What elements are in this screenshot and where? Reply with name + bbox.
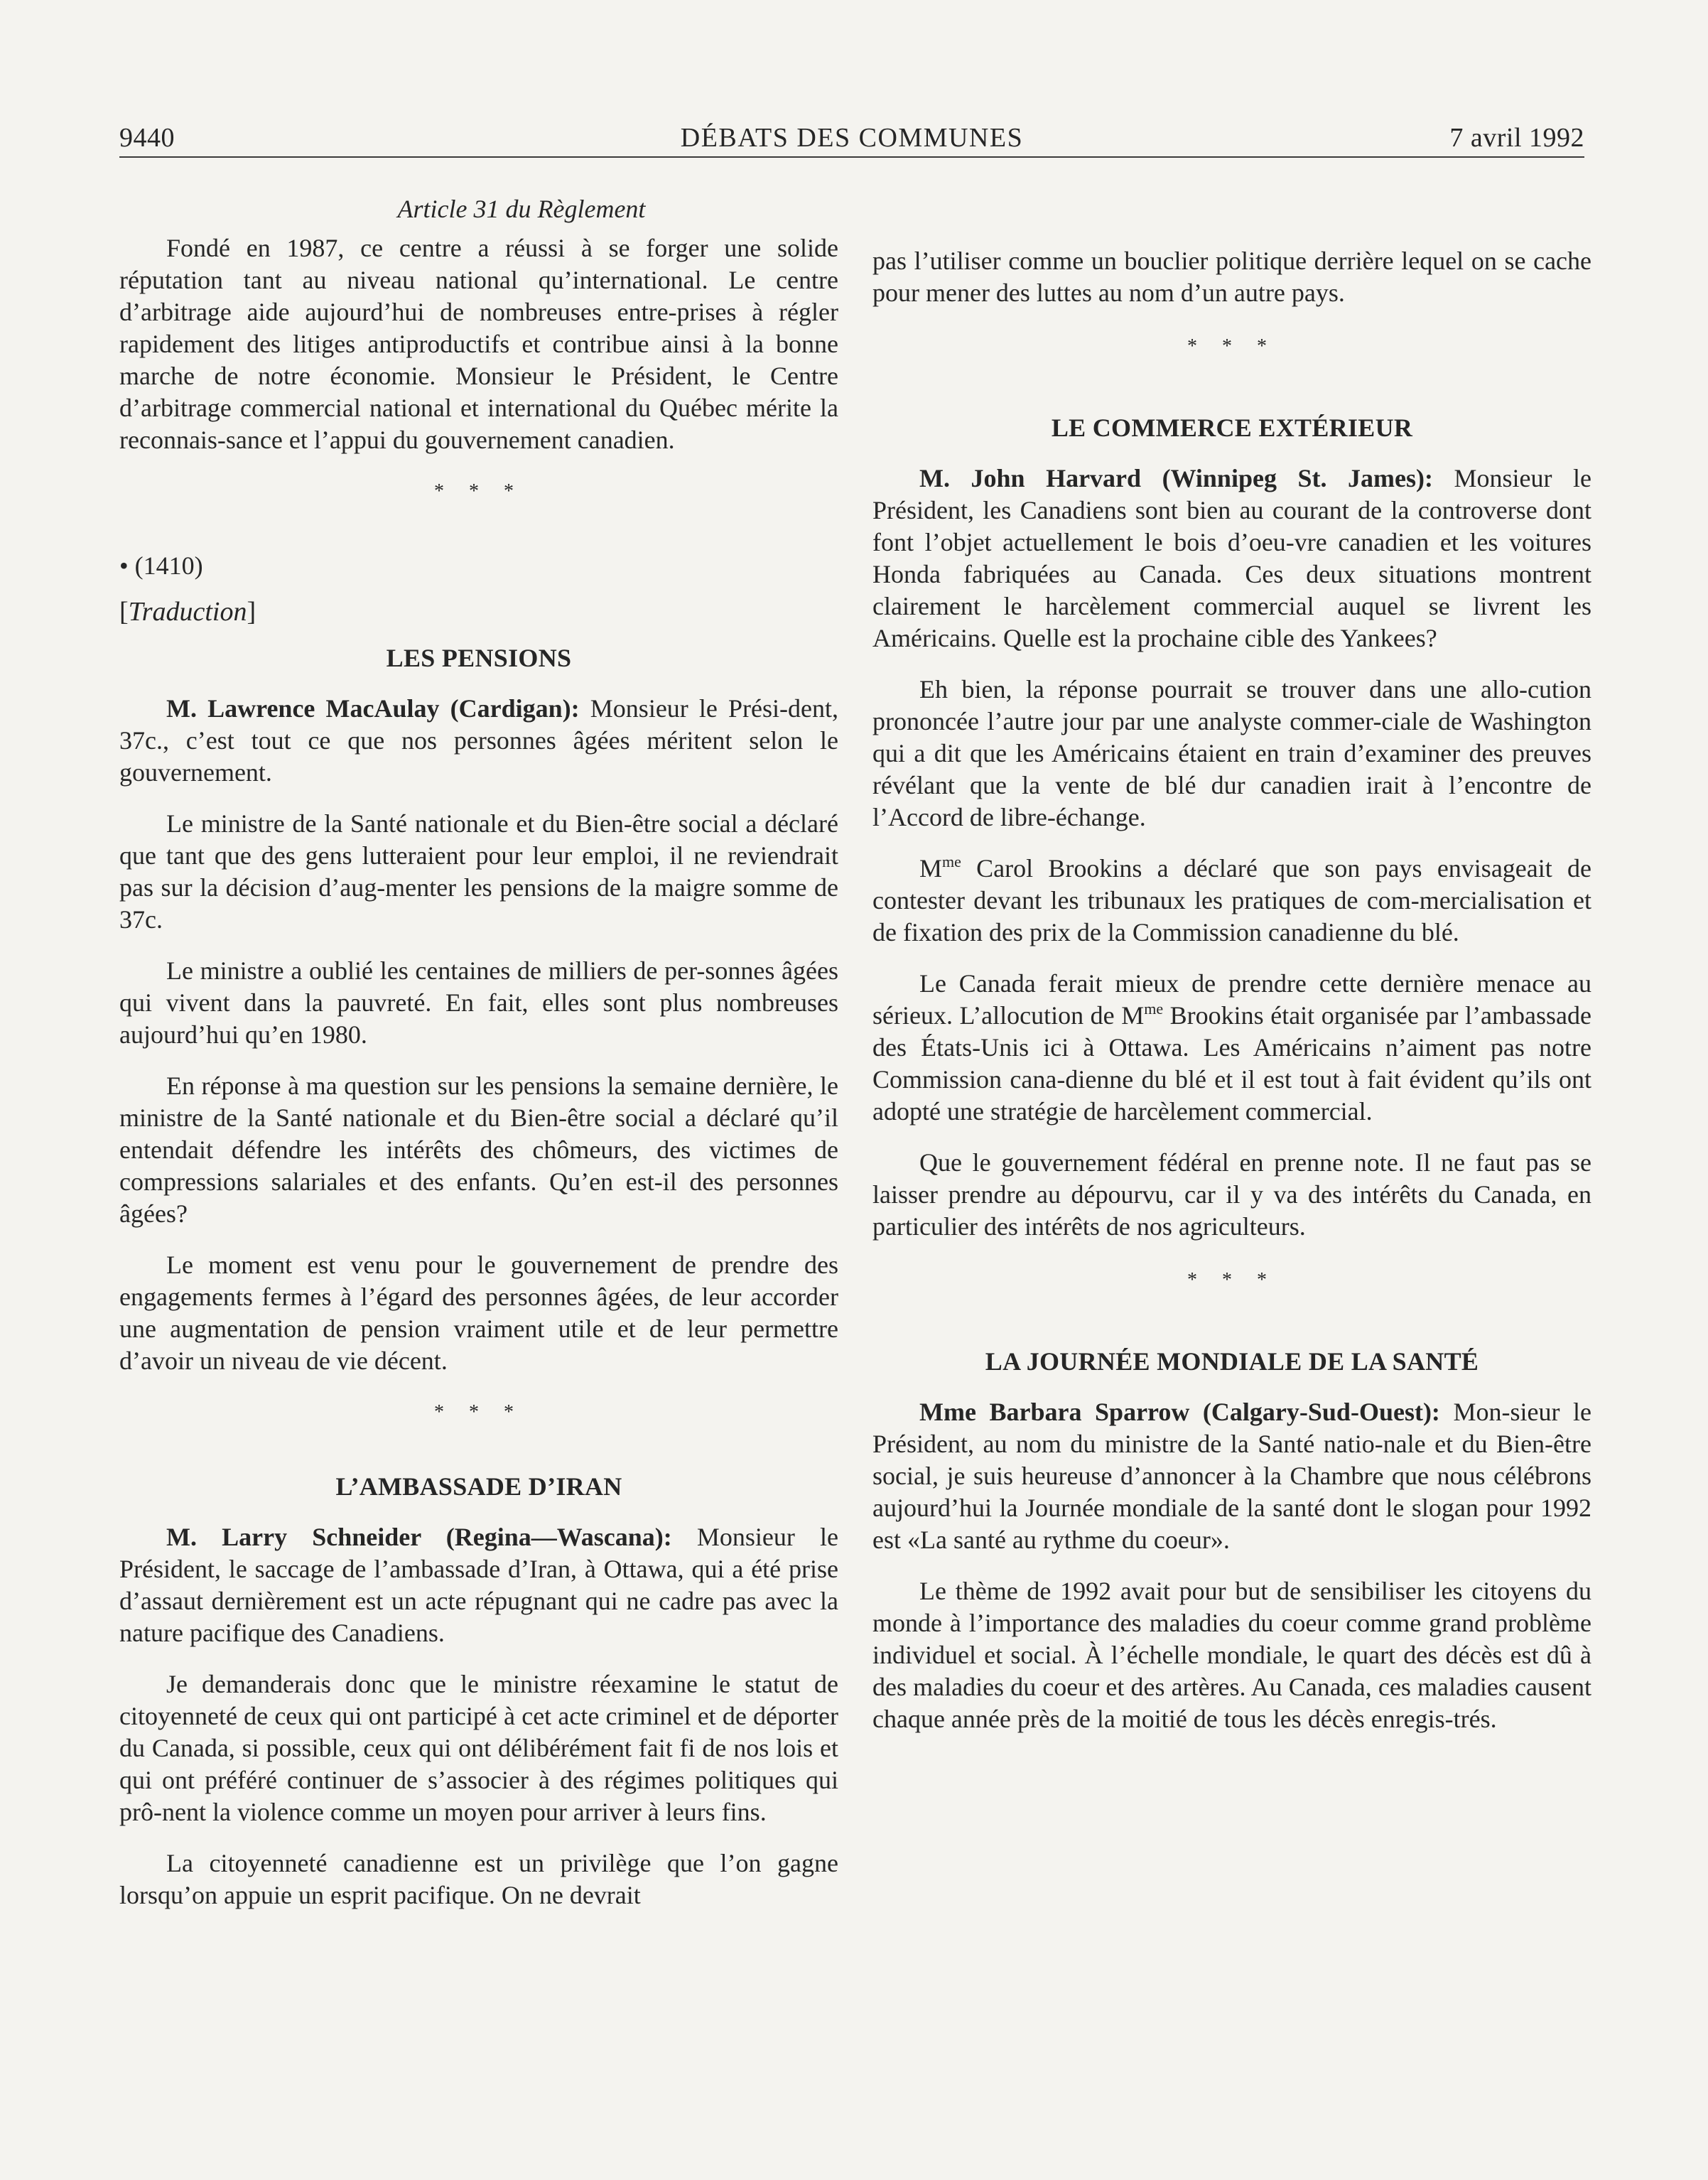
paragraph — [872, 968, 1591, 1128]
left-column — [119, 193, 838, 1931]
section-separator: * * * — [434, 480, 524, 502]
paragraph: Le moment est venu pour le gouvernement de prendre des engagements fermes à l’égard des personnes âgées, de leur accorder une augmentation de pension vraiment utile et de leur permettre d’avoir un niveau de vie décent. — [119, 1251, 838, 1375]
speaker-name: M. John Harvard (Winnipeg St. James): — [919, 464, 1433, 492]
paragraph-text: Mon-sieur le Président, au nom du ministre de la Santé natio-nale et du Bien-être social, je suis heureuse d’annoncer à la Chambre que nous célébrons aujourd’hui la Journée mondiale de la santé dont le slogan pour 1992 est «La santé au rythme du coeur». — [872, 1398, 1591, 1554]
section-title: LES PENSIONS — [386, 644, 572, 672]
time-marker: • (1410) — [119, 551, 203, 580]
publication-title: DÉBATS DES COMMUNES — [680, 123, 1024, 153]
paragraph: En réponse à ma question sur les pensions la semaine dernière, le ministre de la Santé nationale et du Bien-être social a déclaré qu’il entendait défendre les intérêts des chômeurs, des victimes de compressions salariales et des enfants. Qu’en est-il des personnes âgées? — [119, 1072, 838, 1228]
paragraph — [872, 463, 1591, 654]
section-separator: * * * — [1187, 1269, 1277, 1291]
paragraph: Que le gouvernement fédéral en prenne note. Il ne faut pas se laisser prendre au dépourvu, car il y va des intérêts du Canada, en particulier des intérêts de nos agriculteurs. — [872, 1148, 1591, 1241]
speaker-name: M. Larry Schneider (Regina—Wascana): — [166, 1523, 672, 1551]
speaker-name: Mme Barbara Sparrow (Calgary-Sud-Ouest): — [919, 1398, 1440, 1426]
section-rubric: Article 31 du Règlement — [397, 195, 646, 223]
publication-date: 7 avril 1992 — [1449, 123, 1584, 153]
right-column — [872, 245, 1591, 1754]
paragraph-text: Le Canada ferait mieux de prendre cette dernière menace au sérieux. L’allocution de M — [872, 969, 1591, 1030]
section-title: L’AMBASSADE D’IRAN — [335, 1472, 622, 1501]
paragraph-text: Carol Brookins a déclaré que son pays envisageait de contester devant les tribunaux les pratiques de com-mercialisation et de fixation des prix de la Commission canadienne du blé. — [872, 854, 1591, 946]
paragraph-text: Brookins était organisée par l’ambassade des États-Unis ici à Ottawa. Les Américains n’aiment pas notre Commission cana-dienne du blé et il est tout à fait évident qu’ils ont adopté une stratégie de harcèlement commercial. — [872, 1001, 1591, 1126]
paragraph: Le thème de 1992 avait pour but de sensibiliser les citoyens du monde à l’importance des maladies du coeur comme grand problème individuel et social. À l’échelle mondiale, le quart des décès est dû à des maladies du coeur et des artères. Au Canada, ces maladies causent chaque année près de la moitié de tous les décès enregis-trés. — [872, 1577, 1591, 1733]
section-title: LE COMMERCE EXTÉRIEUR — [1051, 414, 1413, 442]
page-header — [119, 119, 1584, 158]
title-abbrev-sup: me — [942, 853, 961, 870]
paragraph: pas l’utiliser comme un bouclier politique derrière lequel on se cache pour mener des luttes au nom d’un autre pays. — [872, 247, 1591, 307]
paragraph-text: Monsieur le Président, le saccage de l’ambassade d’Iran, à Ottawa, qui a été prise d’assaut dernièrement est un acte répugnant qui ne cadre pas avec la nature pacifique des Canadiens. — [119, 1523, 839, 1647]
paragraph: Eh bien, la réponse pourrait se trouver dans une allo-cution prononcée l’autre jour par une analyste commer-ciale de Washington qui a dit que les Américains étaient en train d’examiner des preuves révélant que la vente de blé dur canadien irait à l’encontre de l’Accord de libre-échange. — [872, 675, 1591, 831]
paragraph — [872, 1396, 1591, 1556]
section-separator: * * * — [434, 1401, 524, 1423]
paragraph — [872, 853, 1591, 949]
paragraph: Je demanderais donc que le ministre réexamine le statut de citoyenneté de ceux qui ont participé à cet acte criminel et de déporter du Canada, si possible, ceux qui ont délibérément fait fi de nos lois et qui ont préféré continuer de s’associer à des régimes politiques qui prô-nent la violence comme un moyen pour arriver à leurs fins. — [119, 1670, 838, 1826]
paragraph: Fondé en 1987, ce centre a réussi à se forger une solide réputation tant au niveau national qu’international. Le centre d’arbitrage aide aujourd’hui de nombreuses entre-prises à régler rapidement des litiges antiproductifs et contribue ainsi à la bonne marche de notre économie. Monsieur le Président, le Centre d’arbitrage commercial national et international du Québec mérite la reconnais-sance et l’appui du gouvernement canadien. — [119, 234, 838, 454]
paragraph-text: Monsieur le Prési-dent, 37c., c’est tout ce que nos personnes âgées méritent selon le gouvernement. — [119, 694, 839, 787]
paragraph-text: Monsieur le Président, les Canadiens sont bien au courant de la controverse dont font l’objet actuellement le bois d’oeu-vre canadien et les voitures Honda fabriquées au Canada. Ces deux situations montrent clairement le harcèlement commercial auquel se livrent les Américains. Quelle est la prochaine cible des Yankees? — [872, 464, 1592, 652]
paragraph: La citoyenneté canadienne est un privilège que l’on gagne lorsqu’on appuie un esprit pacifique. On ne devrait — [119, 1849, 838, 1909]
paragraph: Le ministre de la Santé nationale et du Bien-être social a déclaré que tant que des gens lutteraient pour leur emploi, il ne reviendrait pas sur la décision d’aug-menter les pensions de la maigre somme de 37c. — [119, 809, 838, 934]
speaker-name: M. Lawrence MacAulay (Cardigan): — [166, 694, 580, 723]
paragraph — [119, 693, 838, 789]
translation-note: [Traduction] — [119, 597, 256, 627]
paragraph — [119, 1521, 838, 1649]
title-abbrev-sup: me — [1144, 1000, 1164, 1018]
page-number: 9440 — [119, 123, 175, 153]
section-separator: * * * — [1187, 335, 1277, 357]
translation-label: Traduction — [128, 597, 247, 627]
section-title: LA JOURNÉE MONDIALE DE LA SANTÉ — [985, 1347, 1479, 1376]
title-abbrev: M — [919, 854, 943, 883]
paragraph: Le ministre a oublié les centaines de milliers de per-sonnes âgées qui vivent dans la pauvreté. En fait, elles sont plus nombreuses aujourd’hui qu’en 1980. — [119, 956, 838, 1049]
